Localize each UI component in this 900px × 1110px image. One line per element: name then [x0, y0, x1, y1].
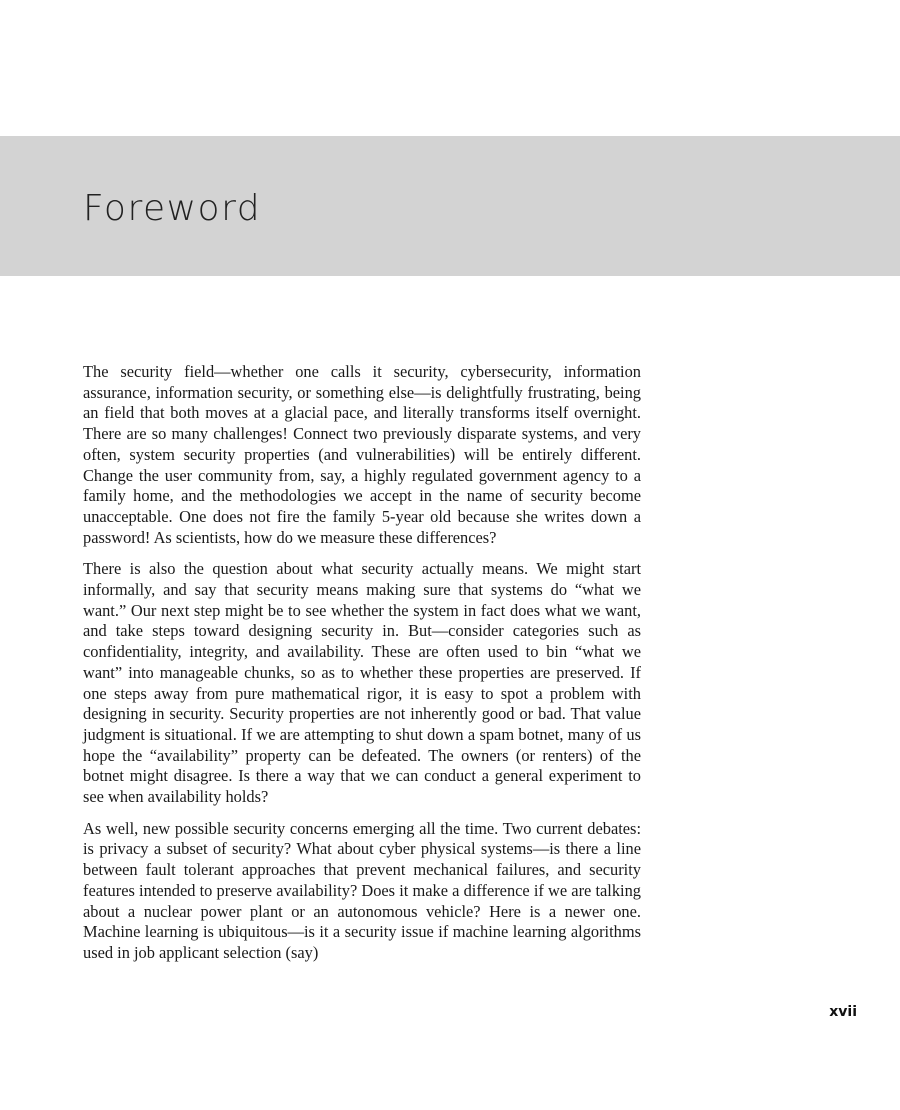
chapter-title: Foreword — [83, 188, 262, 229]
paragraph-2: There is also the question about what security actually means. We might start informally, and say that security means making sure that systems do “what we want.” Our next step might be to see whether the system in fact does what we want, and take steps toward designing security in. But—consider categories such as confidentiality, integrity, and availability. These are often used to bin “what we want” into manageable chunks, so as to whether these properties are preserved. If one steps away from pure mathematical rigor, it is easy to spot a problem with designing in security. Security properties are not inherently good or bad. That value judgment is situational. If we are attempting to shut down a spam botnet, many of us hope the “availability” property can be defeated. The owners (or renters) of the botnet might disagree. Is there a way that we can conduct a general experiment to see when availability holds? — [83, 559, 641, 807]
paragraph-3: As well, new possible security concerns emerging all the time. Two current debates: is privacy a subset of security? What about cyber physical systems—is there a line between fault tolerant approaches that prevent mechanical failures, and security features intended to preserve availability? Does it make a difference if we are talking about a nuclear power plant or an autonomous vehicle? Here is a newer one. Machine learning is ubiquitous—is it a security issue if machine learning algorithms used in job applicant selection (say) — [83, 818, 641, 962]
page-number: xvii — [829, 1004, 857, 1020]
paragraph-1: The security field—whether one calls it security, cybersecurity, information assurance, information security, or something else—is delightfully frustrating, being an field that both moves at a glacial pace, and literally transforms itself overnight. There are so many challenges! Connect two previously disparate systems, and very often, system security properties (and vulnerabilities) will be entirely different. Change the user community from, say, a highly regulated government agency to a family home, and the methodologies we accept in the name of security become unacceptable. One does not fire the family 5-year old because she writes down a password! As scientists, how do we measure these differences? — [83, 362, 641, 547]
body-text — [83, 362, 641, 975]
